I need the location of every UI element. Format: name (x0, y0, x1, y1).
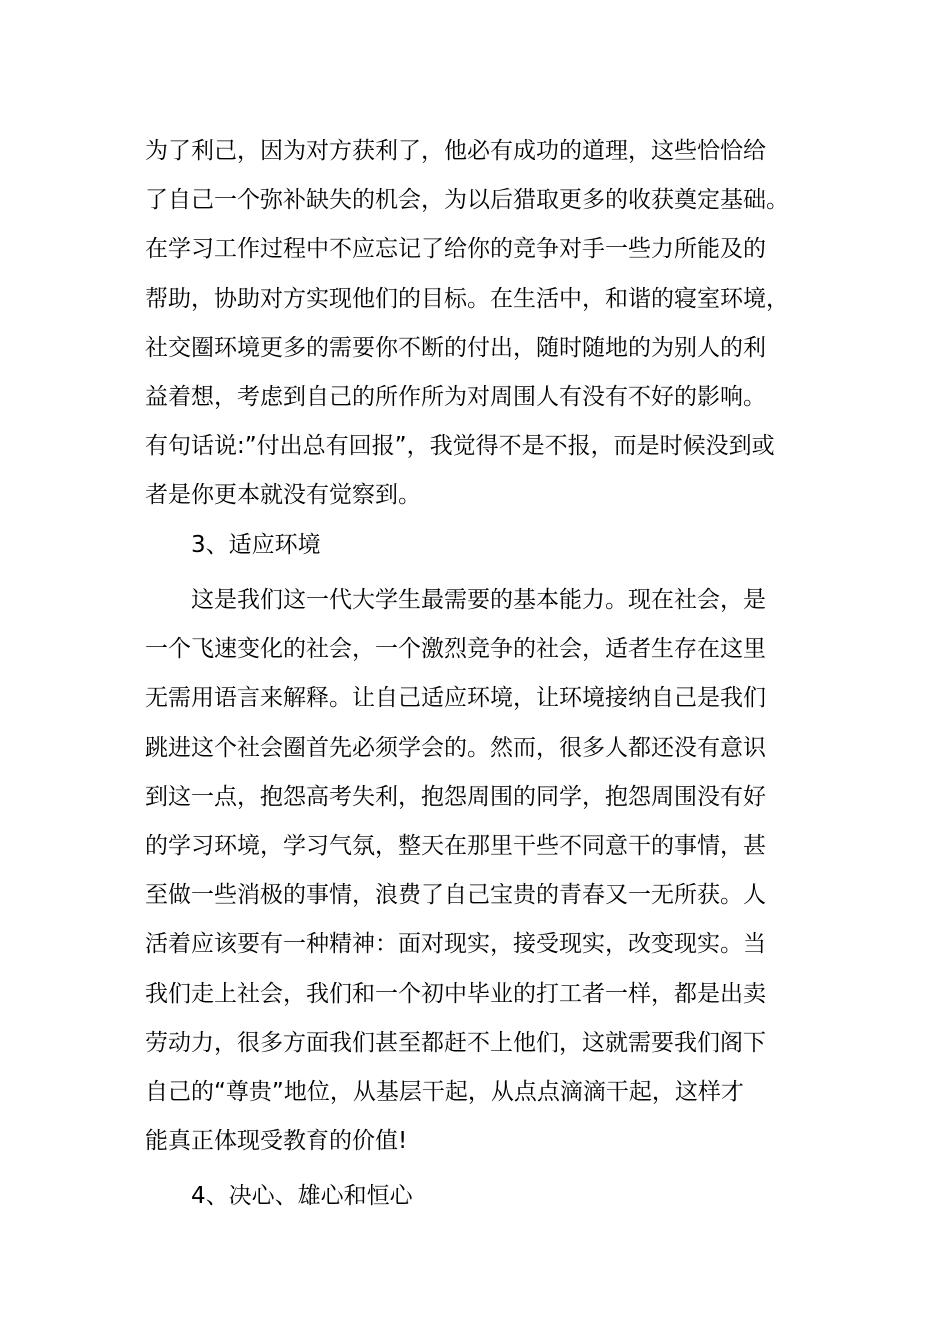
paragraph-1-line: 者是你更本就没有觉察到。 (145, 482, 421, 509)
paragraph-2-line: 活着应该要有一种精神：面对现实，接受现实，改变现实。当 (145, 931, 766, 958)
paragraph-2-line: 至做一些消极的事情，浪费了自己宝贵的青春又一无所获。人 (145, 882, 766, 909)
section-heading-4 (145, 1172, 815, 1221)
paragraph-2-line: 我们走上社会，我们和一个初中毕业的打工者一样，都是出卖 (145, 980, 766, 1007)
paragraph-2-line: 自己的“尊贵”地位，从基层干起，从点点滴滴干起，这样才 (145, 1078, 744, 1105)
paragraph-1-line: 社交圈环境更多的需要你不断的付出，随时随地的为别人的利 (145, 334, 766, 361)
section-heading-3 (145, 521, 815, 570)
paragraph-2 (145, 576, 815, 1166)
paragraph-2-line: 劳动力，很多方面我们甚至都赶不上他们，这就需要我们阁下 (145, 1029, 766, 1056)
paragraph-2-line: 一个飞速变化的社会，一个激烈竞争的社会，适者生存在这里 (145, 636, 766, 663)
section-heading-4-text: 4、决心、雄心和恒心 (191, 1183, 413, 1209)
paragraph-1-line: 益着想，考虑到自己的所作所为对周围人有没有不好的影响。 (145, 383, 766, 410)
section-heading-3-text: 3、适应环境 (191, 532, 321, 558)
paragraph-1-line: 了自己一个弥补缺失的机会，为以后猎取更多的收获奠定基础。 (145, 187, 789, 214)
paragraph-2-line: 能真正体现受教育的价值! (145, 1128, 408, 1155)
paragraph-2-line: 跳进这个社会圈首先必须学会的。然而，很多人都还没有意识 (145, 734, 766, 761)
paragraph-2-line: 无需用语言来解释。让自己适应环境，让环境接纳自己是我们 (145, 685, 766, 712)
paragraph-1-line: 在学习工作过程中不应忘记了给你的竞争对手一些力所能及的 (145, 236, 766, 263)
paragraph-1 (145, 127, 815, 521)
paragraph-2-line: 的学习环境，学习气氛，整天在那里干些不同意干的事情，甚 (145, 832, 766, 859)
paragraph-1-line: 有句话说:”付出总有回报”，我觉得不是不报，而是时候没到或 (145, 433, 775, 460)
paragraph-1-line: 帮助，协助对方实现他们的目标。在生活中，和谐的寝室环境， (145, 285, 789, 312)
paragraph-2-line: 到这一点，抱怨高考失利，抱怨周围的同学，抱怨周围没有好 (145, 783, 766, 810)
paragraph-2-line: 这是我们这一代大学生最需要的基本能力。现在社会，是 (191, 587, 766, 613)
paragraph-1-line: 为了利己，因为对方获利了，他必有成功的道理，这些恰恰给 (145, 138, 766, 164)
